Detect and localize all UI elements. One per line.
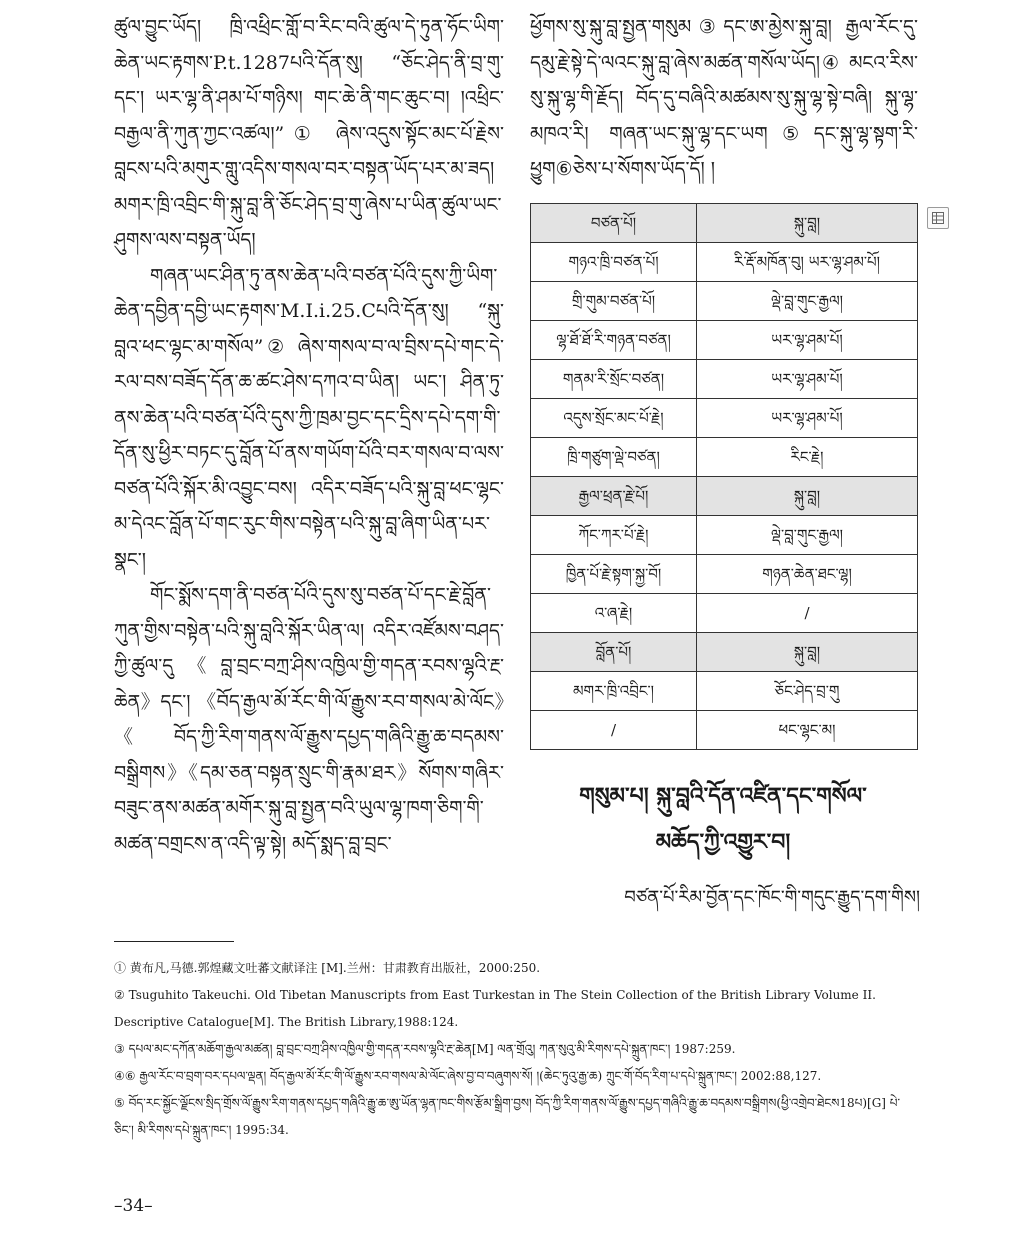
table-cell: ཀོང་ཀར་པོ་རྗེ། [531, 516, 697, 555]
page-number: –34– [114, 1196, 153, 1216]
table-row [531, 438, 918, 477]
table-cell: / [697, 594, 918, 633]
section-heading-line-1: གསུམ་པ། སྐུ་བླའི་དོན་འཛིན་དང་གསོལ་ [579, 783, 867, 809]
paragraph: ཚུལ་བྱུང་ཡོད། ཁྲི་འཕྲིང་གློ་བ་རིང་བའི་ཚུལ་དེ་ཏུན་ཧོང་ཡིག་ཆེན་ཡང་རྟགས་P.t.1287པའི་དོན་སུ། “ཅོང་ཤེད་ནི་བྲ་གུ་དང་། ཡར་ལྷ་ནི་ཤམ་པོ་གཉིས། གང་ཆེ་ནི་གང་ཆུང་བ། །འཕྲིང་བརྒྱལ་ནི་ཀུན་ཀྱང་འཚལ།”① ཞེས་འདུས་སྟོང་མང་པོ་རྗེས་བླངས་པའི་མགུར་གླུ་འདིས་གསལ་བར་བསྟན་ཡོད་པར་མ་ཟད། མགར་ཁྲི་འབྲིང་གི་སྐུ་བླ་ནི་ཅོང་ཤེད་བྲ་གུ་ཞེས་པ་ཡིན་ཚུལ་ཡང་ཤུགས་ལས་བསྟན་ཡོད། [114, 16, 504, 251]
table-cell: གནམ་རི་སྲོང་བཙན། [531, 360, 697, 399]
table-header-cell: བློན་པོ། [531, 633, 697, 672]
section-heading-line-2: མཆོད་ཀྱི་འགྱུར་བ། [655, 829, 791, 855]
table-row [531, 594, 918, 633]
section-first-line: བཙན་པོ་རིམ་བྱོན་དང་ཁོང་གི་གདུང་རྒྱུད་དག་གིས། [624, 887, 920, 908]
kudla-table [530, 203, 918, 750]
table-cell: ལྷ་ཐོ་ཐོ་རི་གཉན་བཙན། [531, 321, 697, 360]
table-row [531, 516, 918, 555]
footnote: ③ དཔལ་མང་དཀོན་མཆོག་རྒྱལ་མཚན། བླ་བྲང་བཀྲ་ཤིས་འཁྱིལ་གྱི་གདན་རབས་ལྷའི་རྔ་ཆེན[M] ལན་གྲོའུ། ཀན་སུའུ་མི་རིགས་དཔེ་སྐྲུན་ཁང་། 1987:259. [114, 1042, 736, 1056]
table-cell: ཅོང་ཤེད་བྲ་གུ [697, 672, 918, 711]
paragraph: གཞན་ཡང་ཤིན་ཏུ་ནས་ཆེན་པའི་བཙན་པོའི་དུས་ཀྱི་ཡིག་ཆེན་དབྱིན་དབྱི་ཡང་རྟགས་M.I.i.25.Cཔའི་དོན་སུ། “སྐུ་བླའ་ཕང་ལྷང་མ་གསོལ”② ཞེས་གསལ་བ་ལ་བྲིས་དཔེ་གང་དེ་རལ་བས་བཟོད་དོན་ཆ་ཚང་ཤེས་དཀའ་བ་ཡིན། ཡང་། ཤིན་ཏུ་ནས་ཆེན་པའི་བཙན་པོའི་དུས་ཀྱི་ཁྲམ་བྱང་དང་དྲིས་དཔེ་དག་གི་དོན་སུ་ཕྱིར་བཏང་དུ་བློན་པོ་ནས་གཡོག་པོའི་བར་གསལ་བ་ལས་བཙན་པོའི་སྐོར་མི་འབྱུང་བས། འདིར་བཟོད་པའི་སྐུ་བླ་ཕང་ལྷང་མ་དེའང་བློན་པོ་གང་རུང་གིས་བསྟེན་པའི་སྐུ་བླ་ཞིག་ཡིན་པར་སྣང་། [114, 264, 504, 571]
table-header-cell: རྒྱལ་ཕྲན་རྗེ་པོ། [531, 477, 697, 516]
table-cell: ཡར་ལྷ་ཤམ་པོ། [697, 321, 918, 360]
table-cell: འ་ཞ་རྗེ། [531, 594, 697, 633]
table-row [531, 282, 918, 321]
table-row [531, 672, 918, 711]
footnote: ④⑥ རྒྱལ་རོང་བ་བྲག་བར་དཔལ་ལྡན། བོད་རྒྱལ་མོ་རོང་གི་ལོ་རྒྱུས་རབ་གསལ་མེ་ལོང་ཞེས་བྱ་བ་བཞུགས་སོ། །(ཆེང་ཏུའུ་རྒྱ་ཆ) ཀྲུང་གོ་བོད་རིག་པ་དཔེ་སྐྲུན་ཁང་། 2002:88,127. [114, 1069, 822, 1083]
table-header-cell: སྐུ་བླ། [697, 477, 918, 516]
table-cell: ཡར་ལྷ་ཤམ་པོ། [697, 399, 918, 438]
table-cell: གཉན་ཆེན་ཐང་ལྷ། [697, 555, 918, 594]
table-cell: ཡར་ལྷ་ཤམ་པོ། [697, 360, 918, 399]
table-cell: རིང་རྗེ། [697, 438, 918, 477]
table-header-cell: སྐུ་བླ། [697, 204, 918, 243]
paragraph: ཕྱོགས་སུ་སྐུ་བླ་སྤྱན་གསུམ③དང་ཨ་མྱེས་སྐུ་བླ། རྒྱལ་རོང་དུ་དམུ་རྗེ་སྟེ་དེ་ལའང་སྐུ་བླ་ཞེས་མཚན་གསོལ་ཡོད།④ མངའ་རིས་སུ་སྐུ་ལྷ་གི་རྗོད། བོད་དུ་བཞིའི་མཚམས་སུ་སྐུ་ལྷ་སྟེ་བཞི། སྐུ་ལྷ་མཁའ་རི། གཞན་ཡང་སྐུ་ལྷ་དང་ཡག⑤དང་སྐུ་ལྷ་སྟག་རི་ཕྱུག⑥ཅེས་པ་སོགས་ཡོད་དོ། ། [530, 16, 918, 180]
table-row [531, 243, 918, 282]
footnote: ⑤ བོད་རང་སྐྱོང་ལྗོངས་སྲིད་གྲོས་ལོ་རྒྱུས་རིག་གནས་དཔྱད་གཞིའི་རྒྱུ་ཆ་ཨུ་ཡོན་ལྷན་ཁང་གིས་རྩོམ་སྒྲིག་བྱས། བོད་ཀྱི་རིག་གནས་ལོ་རྒྱུས་དཔྱད་གཞིའི་རྒྱུ་ཆ་བདམས་བསྒྲིགས(ཕྱི་འགྲེབ་ཐེངས18པ)[G] པེ་ཅིང་། མི་རིགས་དཔེ་སྐྲུན་ཁང་། 1995:34. [114, 1096, 901, 1137]
footnote: ① 黄布凡,马德.郭煌藏文吐蕃文献译注 [M].兰州：甘肃教育出版社，2000:250. [114, 961, 541, 975]
table-cell: གཉའ་ཁྲི་བཙན་པོ། [531, 243, 697, 282]
table-cell: གྲི་གུམ་བཙན་པོ། [531, 282, 697, 321]
table-cell: ཁྲི་གཙུག་ལྡེ་བཙན། [531, 438, 697, 477]
table-row [531, 360, 918, 399]
table-cell: ཕང་ལྷང་མ། [697, 711, 918, 750]
paragraph: གོང་སྨོས་དག་ནི་བཙན་པོའི་དུས་སུ་བཙན་པོ་དང་རྗེ་བློན་ཀུན་གྱིས་བསྟེན་པའི་སྐུ་བླའི་སྐོར་ཡིན་ལ། འདིར་འཛོམས་བཤད་ཀྱི་ཚུལ་དུ《བླ་བྲང་བཀྲ་ཤིས་འཁྱིལ་གྱི་གདན་རབས་ལྷའི་རྔ་ཆེན》དང་། 《བོད་རྒྱལ་མོ་རོང་གི་ལོ་རྒྱུས་རབ་གསལ་མེ་ལོང》《བོད་ཀྱི་རིག་གནས་ལོ་རྒྱུས་དཔྱད་གཞིའི་རྒྱུ་ཆ་བདམས་བསྒྲིགས》《དམ་ཅན་བསྟན་སྲུང་གི་རྣམ་ཐར》སོགས་གཞིར་བཟུང་ནས་མཚན་མགོར་སྐུ་བླ་སྤྱན་བའི་ཡུལ་ལྷ་ཁག་ཅིག་གི་མཚན་བགྲངས་ན་འདི་ལྟ་སྟེ། མདོ་སྨད་བླ་བྲང་ [114, 584, 504, 855]
table-cell: ལྡེ་བླ་གུང་རྒྱལ། [697, 516, 918, 555]
table-grid-icon [932, 212, 944, 224]
table-cell: མགར་ཁྲི་འབྲིང་། [531, 672, 697, 711]
footnotes [114, 955, 918, 1144]
table-row [531, 711, 918, 750]
table-cell: འདུས་སྲོང་མང་པོ་རྗེ། [531, 399, 697, 438]
table-cell: / [531, 711, 697, 750]
table-row [531, 399, 918, 438]
table-row [531, 555, 918, 594]
table-cell: རི་རྡོ་མཁོན་བུ། ཡར་ལྷ་ཤམ་པོ། [697, 243, 918, 282]
table-header-cell: བཙན་པོ། [531, 204, 697, 243]
table-cell: ལྡེ་བླ་གུང་རྒྱལ། [697, 282, 918, 321]
table-header-row [531, 477, 918, 516]
table-row [531, 321, 918, 360]
right-text-column [530, 10, 918, 188]
left-text-column [114, 10, 504, 862]
table-header-cell: སྐུ་བླ། [697, 633, 918, 672]
table-view-icon[interactable] [927, 207, 949, 229]
footnote-divider [114, 941, 234, 942]
table-header-row [531, 633, 918, 672]
footnote: ② Tsuguhito Takeuchi. Old Tibetan Manuscripts from East Turkestan in The Stein Collection of the British Library Volume II. Descriptive Catalogue[M]. The British Library,1988:124. [114, 988, 876, 1029]
table-header-row [531, 204, 918, 243]
table-cell: ཁྱིན་པོ་རྗེ་སྟག་སྐྱ་བོ། [531, 555, 697, 594]
